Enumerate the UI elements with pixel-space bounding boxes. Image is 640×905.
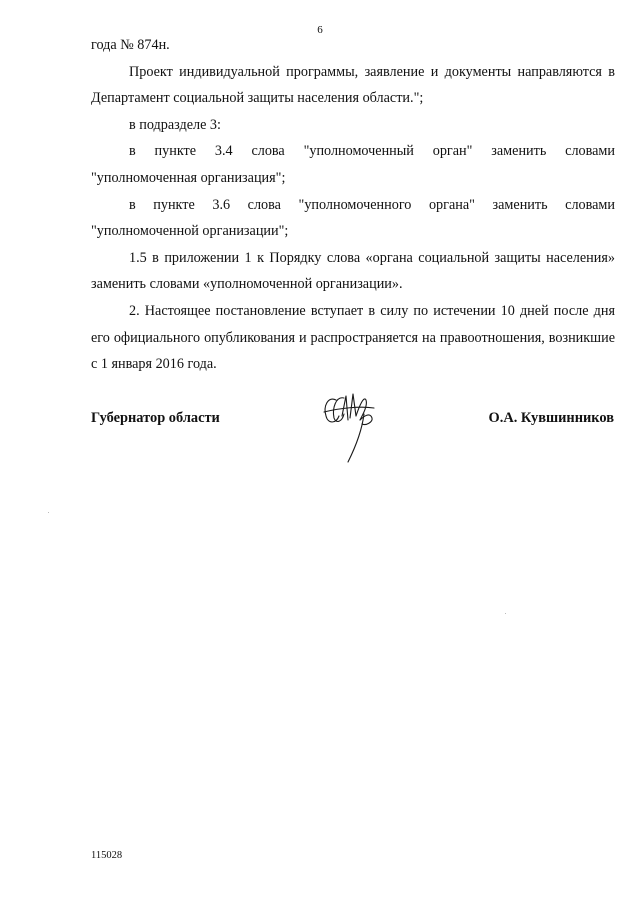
paragraph-continuation: года № 874н. (91, 37, 170, 53)
paragraph-item-1-5: 1.5 в приложении 1 к Порядку слова «органа социальной защиты населения» заменить словами «уполномоченной организации». (91, 249, 615, 293)
page-number: 6 (317, 24, 323, 36)
document-code: 115028 (91, 850, 123, 861)
paragraph-effective-date: 2. Настоящее постановление вступает в силу по истечении 10 дней после дня его официального опубликования и распространяется на правоотношения, возникшие с 1 января 2016 года. (91, 302, 615, 373)
signatory-name: О.А. Кувшинников (488, 410, 614, 426)
paragraph-subsection-3: в подразделе 3: (129, 116, 221, 133)
paragraph-item-3-6: в пункте 3.6 слова "уполномоченного органа" заменить словами "уполномоченной организации"; (91, 196, 615, 240)
document-body (91, 32, 615, 378)
paragraph-project-submission: Проект индивидуальной программы, заявление и документы направляются в Департамент социальной защиты населения области."; (91, 63, 615, 107)
signatory-position: Губернатор области (91, 410, 220, 426)
handwritten-signature (320, 386, 380, 466)
scan-speck (48, 512, 49, 513)
scan-speck (505, 613, 506, 614)
paragraph-item-3-4: в пункте 3.4 слова "уполномоченный орган" заменить словами "уполномоченная организация"; (91, 143, 615, 186)
